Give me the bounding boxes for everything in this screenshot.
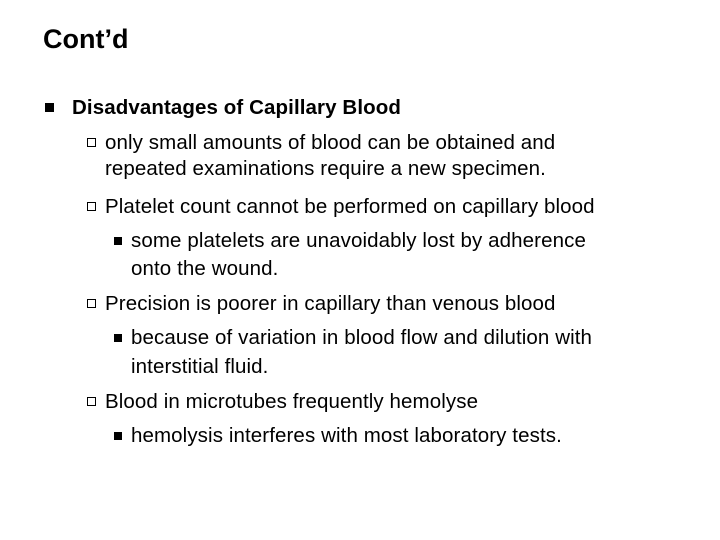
sub-point-text: hemolysis interferes with most laboratory tests. xyxy=(131,424,562,447)
hollow-square-bullet-icon xyxy=(87,397,96,406)
sub-point-text: onto the wound. xyxy=(131,257,279,280)
point-text: only small amounts of blood can be obtained and xyxy=(105,131,556,154)
point-text: Precision is poorer in capillary than venous blood xyxy=(105,292,556,315)
hollow-square-bullet-icon xyxy=(87,138,96,147)
sub-point-text: interstitial fluid. xyxy=(131,355,269,378)
square-bullet-icon xyxy=(114,237,122,245)
main-bullet-text: Disadvantages of Capillary Blood xyxy=(72,96,401,119)
sub-point-text: because of variation in blood flow and dilution with xyxy=(131,326,593,349)
slide-title: Cont’d xyxy=(43,24,129,54)
square-bullet-icon xyxy=(114,432,122,440)
square-bullet-icon xyxy=(45,103,54,112)
square-bullet-icon xyxy=(114,334,122,342)
point-text: Blood in microtubes frequently hemolyse xyxy=(105,390,479,413)
sub-point-text: some platelets are unavoidably lost by adherence xyxy=(131,229,586,252)
point-text: repeated examinations require a new specimen. xyxy=(105,157,546,180)
point-text: Platelet count cannot be performed on capillary blood xyxy=(105,195,595,218)
hollow-square-bullet-icon xyxy=(87,299,96,308)
hollow-square-bullet-icon xyxy=(87,202,96,211)
